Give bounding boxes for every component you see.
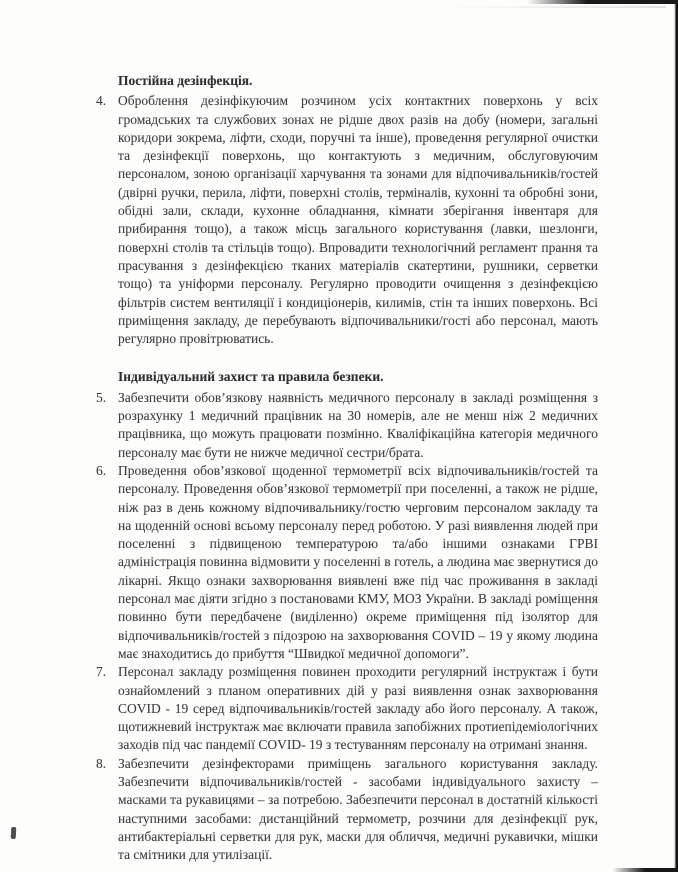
list-item-5-number: 5. (96, 389, 107, 405)
list-item-7-number: 7. (96, 664, 107, 680)
list-item-4 (96, 92, 598, 348)
scan-artifact-top-fade-line (440, 6, 666, 8)
list-item-6-text: Проведення обов’язкової щоденної термометрії всіх відпочивальників/гостей та персоналу. Проведення обов’язкової термометрії при поселенні, а також не рідше, ніж раз в день кожному відпочивальнику/гостю черговим персоналом закладу та на щоденній основі всьому персоналу перед роботою. У разі виявлення людей при поселенні з підвищеною температурою та/або іншими ознаками ГРВІ адміністрація повинна відмовити у поселенні в готель, а людина має звернутися до лікарні. Якщо ознаки захворювання виявлені вже під час проживання в закладі персонал має діяти згідно з постановами КМУ, МОЗ України. В закладі роміщення повинно бути передбачене (виділенно) окреме приміщення під ізолятор для відпочивальників/гостей з підозрою на захворювання COVID – 19 у якому людина має знаходитись до прибуття “Швидкої медичної допомоги”. (118, 462, 598, 661)
list-item-4-number: 4. (96, 93, 107, 109)
list-item-5-text: Забезпечити обов’язкову наявність медичного персоналу в закладі розміщення з розрахунку 1 медичний працівник на 30 номерів, але не менш ніж 2 медичних працівника, що можуть працювати позмінно. Кваліфікаційна категорія медичного персоналу має бути не нижче медичної сестри/брата. (118, 389, 598, 460)
list-item-8 (96, 755, 598, 865)
list-item-6 (96, 462, 598, 663)
section-individual-protection (96, 368, 598, 864)
list-item-7-text: Персонал закладу розміщення повинен проходити регулярний інструктаж і бути ознайомлений з планом оперативних дій у разі виявлення ознак захворювання COVID - 19 серед відпочивальників/гостей закладу або його персоналу. А також, щотижневий інструктаж має включати правила запобіжних протиепідеміологічних заходів під час пандемії COVID- 19 з тестуванням персоналу на отримані знання. (118, 664, 598, 753)
scan-artifact-right-edge (674, 0, 678, 872)
list-item-6-number: 6. (96, 462, 107, 478)
list-item-5 (96, 389, 598, 462)
list-item-4-text: Оброблення дезінфікуючим розчином усіх контактних поверхонь у всіх громадських та службових зонах не рідше двох разів на добу (номери, загальні коридори зокрема, ліфти, сходи, поручні та інше), проведення регулярної очистки та дезінфекції поверхонь, що контактують з медичним, обслуговуючим персоналом, зоною організації харчування та зонами для відпочивальників/гостей (двірні ручки, перила, ліфти, поверхні столів, терміналів, кухонні та обробні зони, обідні зали, склади, кухонне обладнання, кімнати зберігання інвентаря для прибирання тощо), а також місць загального користування (лавки, шезлонги, поверхні столів та стільців тощо). Впровадити технологічний регламент прання та прасування з дезінфекцією тканих матеріалів скатертини, рушники, серветки тощо) та уніформи персоналу. Регулярно проводити очищення з дезінфекцією фільтрів систем вентиляції і кондиціонерів, килимів, стін та інших поверхонь. Всі приміщення закладу, де перебувають відпочивальники/гості або персонал, мають регулярно провітрюватись. (118, 93, 598, 347)
list-item-7 (96, 663, 598, 754)
section-heading-individual-protection: Індивідуальний захист та правила безпеки. (118, 369, 384, 385)
list-item-8-text: Забезпечити дезінфекторами приміщень загального користування закладу. Забезпечити відпочивальників/гостей - засобами індивідуального захисту – масками та рукавицями – за потребою. Забезпечити персонал в достатній кількості наступними засобами: дистанційний термометр, розчини для дезінфекції рук, антибактеріальні серветки для рук, маски для обличчя, медичні рукавички, мішки та смітники для утилізації. (118, 755, 598, 863)
section-permanent-disinfection (96, 72, 598, 348)
document-content (96, 72, 598, 864)
scan-artifact-bottom-right-edge (612, 868, 678, 872)
section-heading-permanent-disinfection: Постійна дезінфекція. (118, 73, 253, 88)
scan-artifact-top-right-edge (527, 0, 678, 4)
list-item-8-number: 8. (96, 755, 107, 771)
scan-artifact-bottom-left-fleck (11, 827, 17, 839)
